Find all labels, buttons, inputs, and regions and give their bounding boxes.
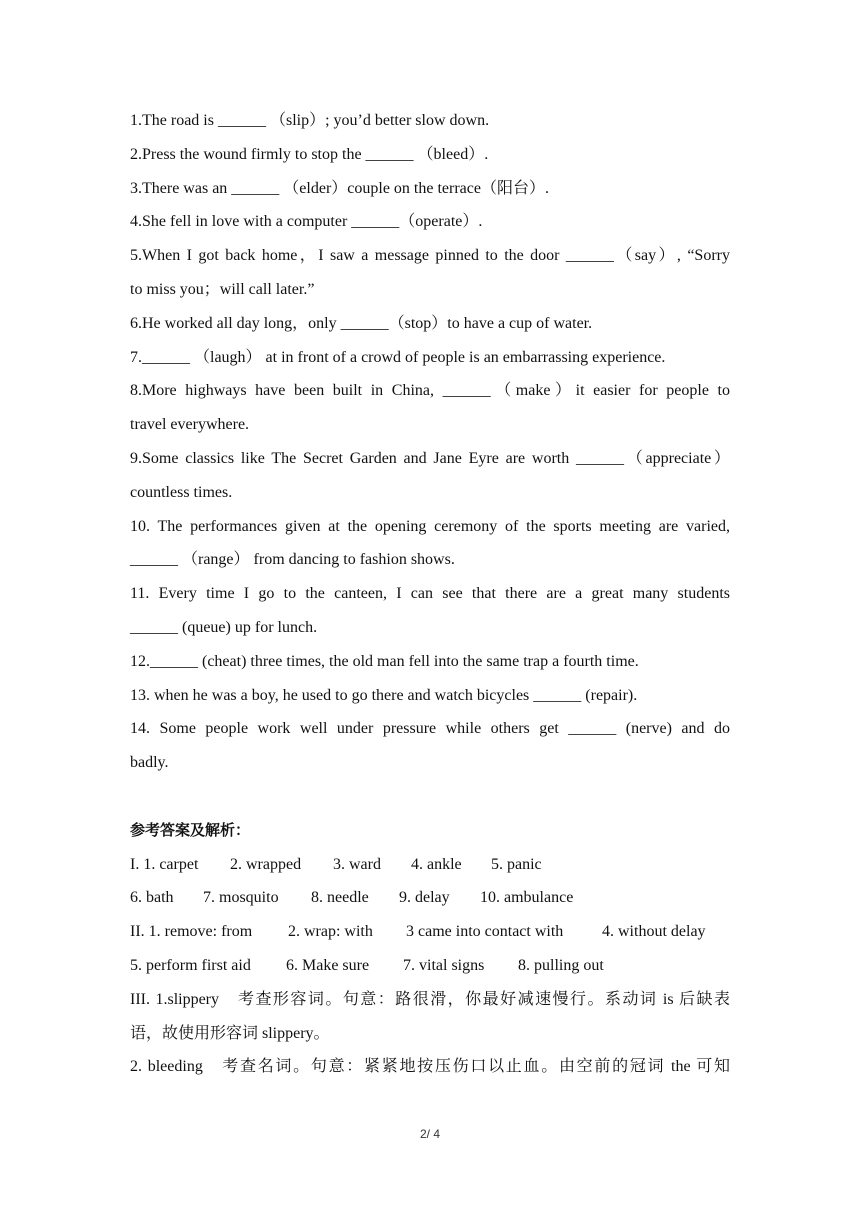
page-number: 2/ 4 xyxy=(419,1127,440,1141)
question-5-line-1: 5.When I got back home，I saw a message pinned to the door ______（say）, “Sorry xyxy=(130,247,730,265)
question-8-line-2: travel everywhere. xyxy=(130,416,250,434)
answer-item: 6. bath xyxy=(130,889,174,907)
question-3: 3.There was an ______ （elder）couple on the terrace（阳台）. xyxy=(130,179,549,197)
answers-part3-line-1: III. 1.slippery 考查形容词。句意：路很滑，你最好减速慢行。系动词 is 后缺表 xyxy=(130,990,730,1008)
question-11-line-2: ______ (queue) up for lunch. xyxy=(130,618,318,636)
answers-part1-row1 xyxy=(130,848,730,882)
section-spacer xyxy=(130,780,730,814)
answer-item: 7. mosquito xyxy=(203,889,279,907)
answer-item: 7. vital signs xyxy=(403,956,485,974)
answers-part1-row2 xyxy=(130,881,730,915)
question-14-line-2: badly. xyxy=(130,754,169,772)
question-2: 2.Press the wound firmly to stop the ______ （bleed）. xyxy=(130,145,489,163)
answer-item: 6. Make sure xyxy=(286,956,370,974)
question-7: 7.______ （laugh） at in front of a crowd of people is an embarrassing experience. xyxy=(130,348,666,366)
question-10-line-2: ______ （range） from dancing to fashion shows. xyxy=(130,551,455,569)
answer-item: 4. ankle xyxy=(411,855,462,873)
answer-item: 5. perform first aid xyxy=(130,956,251,974)
question-1: 1.The road is ______ （slip）; you’d better slow down. xyxy=(130,112,490,129)
question-9-line-2: countless times. xyxy=(130,483,233,501)
question-6: 6.He worked all day long，only ______（stop）to have a cup of water. xyxy=(130,314,593,332)
answer-item: I. 1. carpet xyxy=(130,855,199,873)
answer-item: 5. panic xyxy=(491,855,542,873)
question-4: 4.She fell in love with a computer ______（operate）. xyxy=(130,213,483,231)
question-12: 12.______ (cheat) three times, the old man fell into the same trap a fourth time. xyxy=(130,652,639,670)
answers-part2-row1 xyxy=(130,915,730,949)
question-8-line-1: 8.More highways have been built in China, ______（make）it easier for people to xyxy=(130,382,730,400)
answer-item: 10. ambulance xyxy=(480,889,574,907)
answer-item: 4. without delay xyxy=(602,923,706,941)
question-5-line-2: to miss you；will call later.” xyxy=(130,280,315,298)
answers-part3-line-2: 语，故使用形容词 slippery。 xyxy=(130,1024,330,1042)
answer-item: 3 came into contact with xyxy=(406,923,564,941)
answer-item: 2. wrap: with xyxy=(288,923,373,941)
document-page xyxy=(130,104,730,1084)
answer-item: 8. needle xyxy=(311,889,369,907)
question-10-line-1: 10. The performances given at the opening ceremony of the sports meeting are varied, xyxy=(130,517,730,535)
answers-heading: 参考答案及解析： xyxy=(130,820,251,839)
answer-item: 8. pulling out xyxy=(518,956,604,974)
question-14-line-1: 14. Some people work well under pressure while others get ______ (nerve) and do xyxy=(130,720,730,738)
answers-part3-line-3: 2. bleeding 考查名词。句意：紧紧地按压伤口以止血。由空前的冠词 the 可知 xyxy=(130,1058,730,1076)
question-9-line-1: 9.Some classics like The Secret Garden and Jane Eyre are worth ______（appreciate） xyxy=(130,449,730,467)
answer-item: II. 1. remove: from xyxy=(130,923,253,941)
answers-part2-row2 xyxy=(130,949,730,983)
answer-item: 9. delay xyxy=(399,889,450,907)
answer-item: 2. wrapped xyxy=(230,855,302,873)
question-11-line-1: 11. Every time I go to the canteen, I can see that there are a great many students xyxy=(130,585,730,603)
question-13: 13. when he was a boy, he used to go there and watch bicycles ______ (repair). xyxy=(130,686,638,704)
answer-item: 3. ward xyxy=(333,855,381,873)
